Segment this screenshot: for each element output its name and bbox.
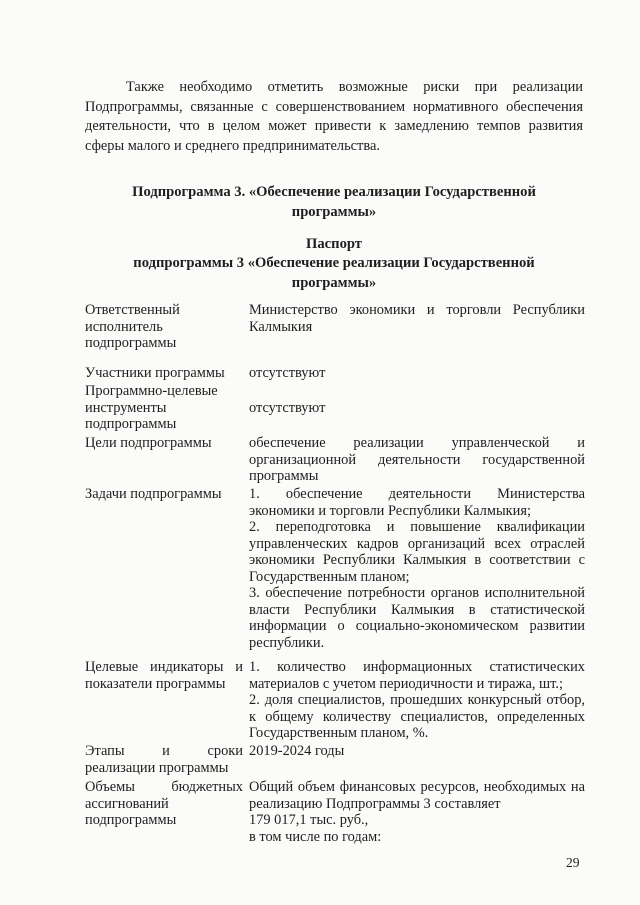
row-value-stages: 2019-2024 годы bbox=[249, 743, 345, 759]
passport-subtitle-line1: подпрограммы 3 «Обеспечение реализации Государственной bbox=[133, 255, 535, 271]
passport-row-tools bbox=[85, 383, 585, 435]
row-label-stages: Этапы и сроки реализации программы bbox=[85, 743, 243, 776]
indicator-item: 2. доля специалистов, прошедших конкурсный отбор, к общему количеству специалистов, определенных Государственным планом, %. bbox=[249, 692, 585, 741]
task-item: 1. обеспечение деятельности Министерства экономики и торговли Республики Калмыкия; bbox=[249, 486, 585, 519]
row-value-volumes bbox=[249, 779, 585, 851]
passport-row-participants bbox=[85, 365, 585, 383]
passport-title: Паспорт bbox=[306, 236, 362, 252]
passport-row-volumes bbox=[85, 779, 585, 851]
row-label-responsible: Ответственный исполнитель подпрограммы bbox=[85, 302, 180, 351]
passport-subtitle bbox=[85, 253, 583, 293]
intro-paragraph: Также необходимо отметить возможные риски при реализации Подпрограммы, связанные с совершенствованием нормативного обеспечения деятельности, что в целом может привести к замедлению темпов развития сферы малого и среднего предпринимательства. bbox=[85, 79, 583, 154]
row-label-tools: Программно-целевые инструменты подпрограммы bbox=[85, 383, 218, 432]
passport-row-responsible bbox=[85, 302, 585, 365]
passport-row-goals bbox=[85, 435, 585, 486]
passport-subtitle-line2: программы» bbox=[291, 275, 377, 291]
row-value-tasks bbox=[249, 486, 585, 659]
row-label-participants: Участники программы bbox=[85, 365, 225, 381]
row-value-goals: обеспечение реализации управленческой и организационной деятельности государственной программы bbox=[249, 435, 585, 484]
row-value-indicators bbox=[249, 659, 585, 743]
volume-line: в том числе по годам: bbox=[249, 828, 382, 845]
page-number: 29 bbox=[566, 855, 580, 870]
row-label-indicators: Целевые индикаторы и показатели программы bbox=[85, 659, 243, 692]
passport-row-stages bbox=[85, 743, 585, 779]
row-label-goals: Цели подпрограммы bbox=[85, 435, 212, 451]
subprogram-heading-line2: программы» bbox=[291, 204, 377, 220]
passport-row-tasks bbox=[85, 486, 585, 659]
subprogram-heading-line1: Подпрограмма 3. «Обеспечение реализации Государственной bbox=[132, 184, 536, 200]
task-item: 3. обеспечение потребности органов исполнительной власти Республики Калмыкия в статистической информации о социально-экономическом развитии республики. bbox=[249, 585, 585, 651]
volume-line: 179 017,1 тыс. руб., bbox=[249, 812, 369, 828]
subprogram-heading bbox=[85, 182, 583, 222]
volume-line: Общий объем финансовых ресурсов, необходимых на реализацию Подпрограммы 3 составляет bbox=[249, 779, 585, 812]
row-value-responsible: Министерство экономики и торговли Республики Калмыкия bbox=[249, 302, 585, 335]
row-label-tasks: Задачи подпрограммы bbox=[85, 486, 222, 502]
indicator-item: 1. количество информационных статистических материалов с учетом периодичности и тиража, шт.; bbox=[249, 659, 585, 692]
row-label-volumes: Объемы бюджетных ассигнований подпрограммы bbox=[85, 779, 243, 828]
row-value-participants: отсутствуют bbox=[249, 365, 326, 381]
task-item: 2. переподготовка и повышение квалификации управленческих кадров организаций всех отраслей экономики Республики Калмыкия в соответствии с Государственным планом; bbox=[249, 519, 585, 585]
passport-row-indicators bbox=[85, 659, 585, 743]
row-value-tools: отсутствуют bbox=[249, 400, 326, 416]
passport-table bbox=[85, 302, 585, 851]
